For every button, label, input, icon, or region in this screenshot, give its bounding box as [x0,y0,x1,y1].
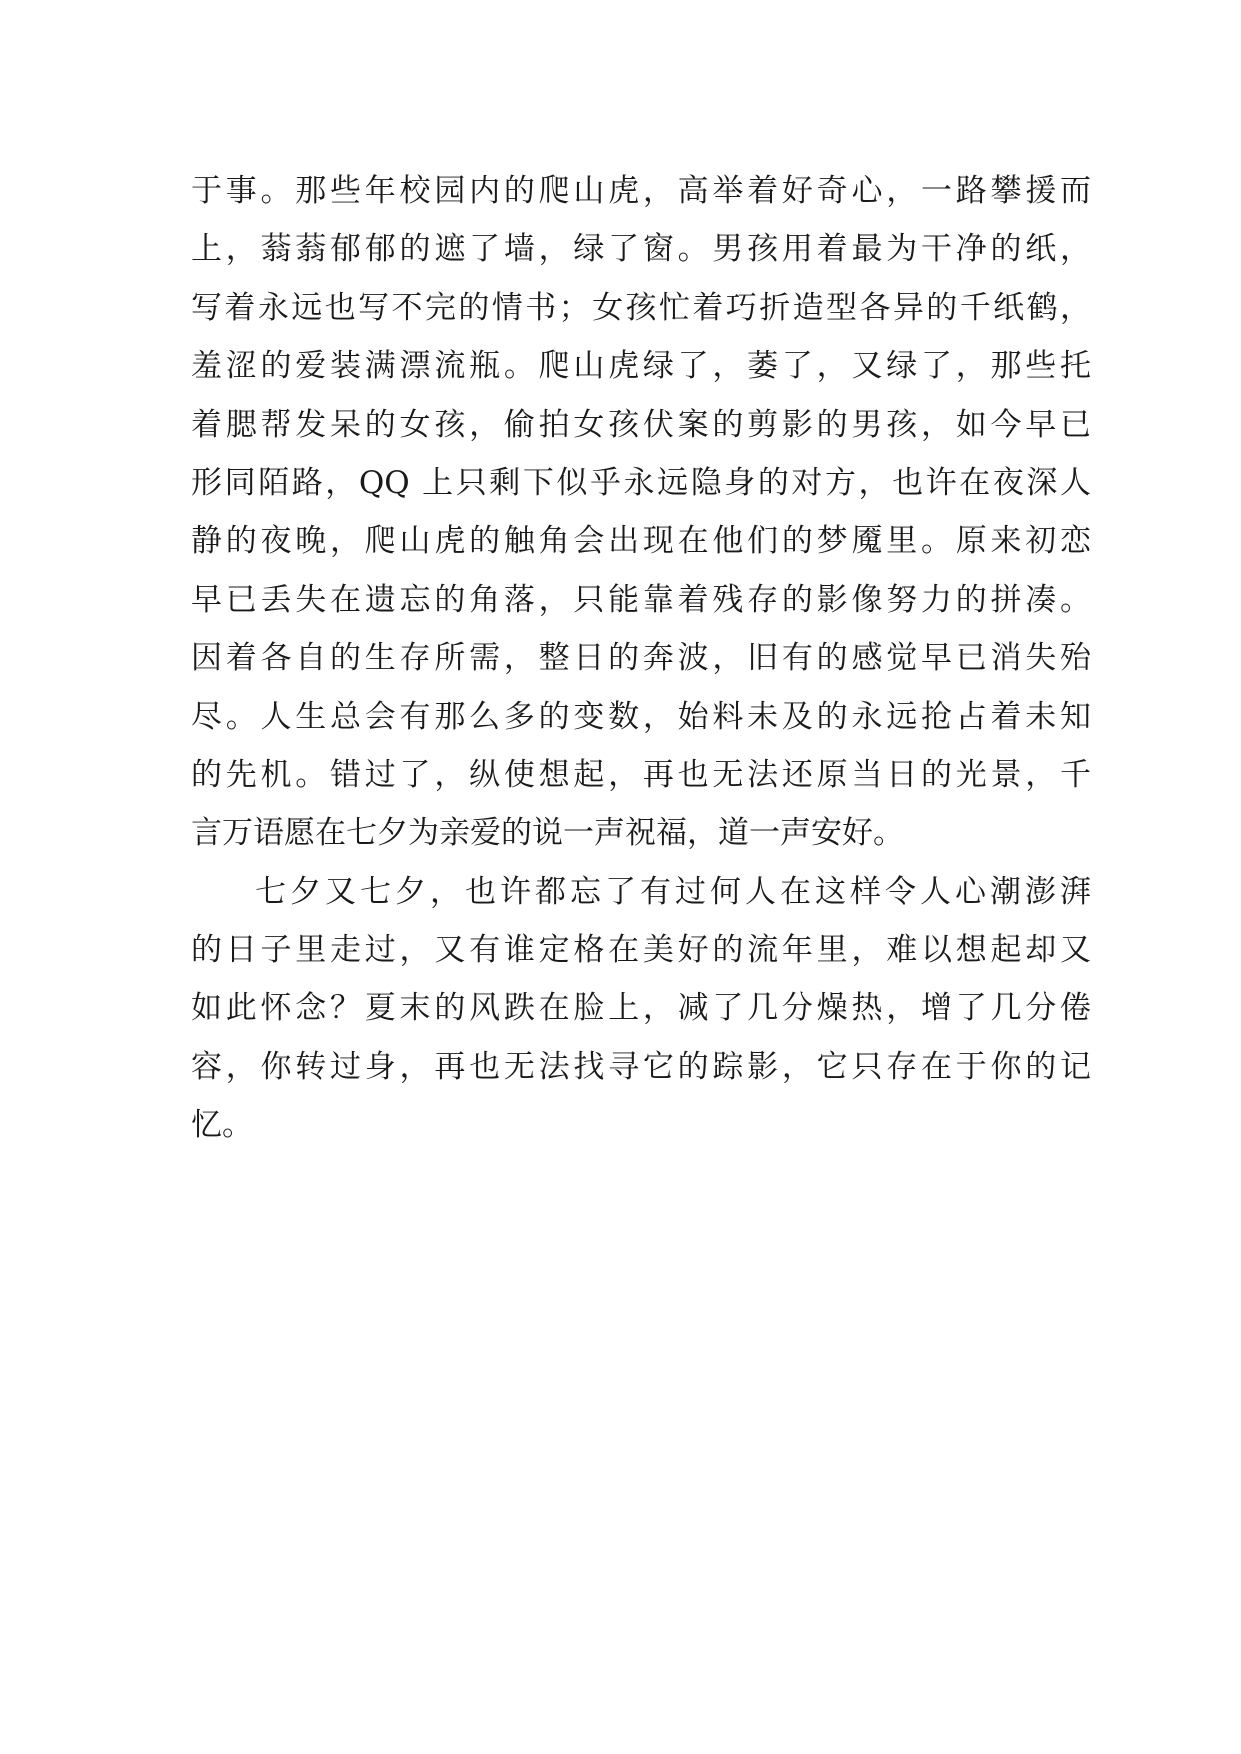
paragraph-1-line-9: 因着各自的生存所需，整日的奔波，旧有的感觉早已消失殆 [191,640,1091,677]
paragraph-1-line-4: 羞涩的爱装满漂流瓶。爬山虎绿了，萎了，又绿了，那些托 [191,348,1091,385]
paragraph-2-line-1: 七夕又七夕，也许都忘了有过何人在这样令人心潮澎湃 [255,873,1091,910]
paragraph-1-line-11: 的先机。错过了，纵使想起，再也无法还原当日的光景，千 [191,756,1091,793]
body-text [191,162,1091,1155]
paragraph-2-line-4: 容，你转过身，再也无法找寻它的踪影，它只存在于你的记 [191,1048,1091,1085]
paragraph-2-line-2: 的日子里走过，又有谁定格在美好的流年里，难以想起却又 [191,932,1091,969]
paragraph-1-line-8: 早已丢失在遗忘的角落，只能靠着残存的影像努力的拼凑。 [191,581,1091,618]
paragraph-2-line-5: 忆。 [191,1107,253,1144]
paragraph-1-line-3: 写着永远也写不完的情书；女孩忙着巧折造型各异的千纸鹤， [191,289,1091,326]
paragraph-1-line-5: 着腮帮发呆的女孩，偷拍女孩伏案的剪影的男孩，如今早已 [191,406,1091,443]
paragraph-2-line-3: 如此怀念？夏末的风跌在脸上，减了几分燥热，增了几分倦 [191,990,1091,1027]
paragraph-1-line-2: 上，蓊蓊郁郁的遮了墙，绿了窗。男孩用着最为干净的纸， [191,231,1091,268]
paragraph-1-line-7: 静的夜晚，爬山虎的触角会出现在他们的梦魇里。原来初恋 [191,523,1091,560]
paragraph-1-line-10: 尽。人生总会有那么多的变数，始料未及的永远抢占着未知 [191,698,1091,735]
paragraph-1-line-12: 言万语愿在七夕为亲爱的说一声祝福，道一声安好。 [191,815,904,852]
paragraph-1-line-6: 形同陌路，QQ 上只剩下似乎永远隐身的对方，也许在夜深人 [191,464,1091,501]
paragraph-1-line-1: 于事。那些年校园内的爬山虎，高举着好奇心，一路攀援而 [191,173,1091,209]
